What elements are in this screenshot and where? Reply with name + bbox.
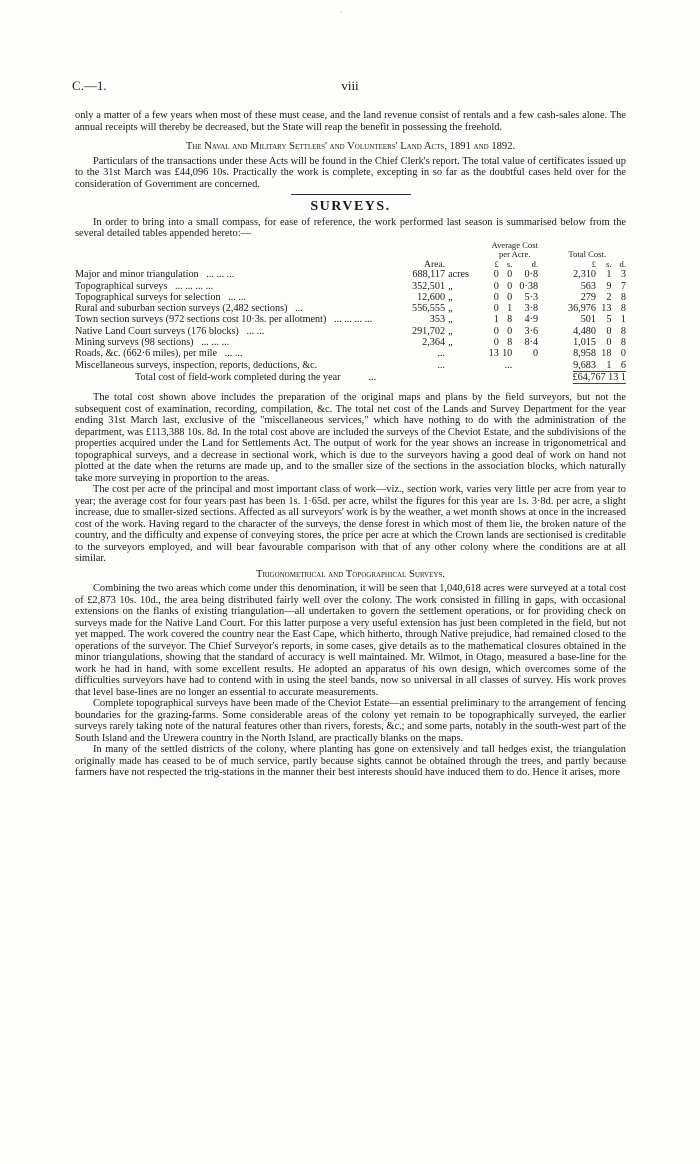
avg-pound-header: £ <box>494 258 499 269</box>
section-divider <box>291 194 411 195</box>
row-avg-pence: 3·6 <box>524 325 539 337</box>
row-unit <box>445 360 485 371</box>
row-total-pence: 8 <box>620 291 626 303</box>
avg-pence-header: d. <box>531 258 539 269</box>
row-total-pence: 1 <box>620 314 626 326</box>
row-gap <box>538 292 548 303</box>
row-avg-pounds: 0 <box>493 269 499 281</box>
row-gap <box>538 348 548 359</box>
table-row <box>75 360 626 371</box>
row-avg-pence <box>512 360 538 371</box>
row-area: ... <box>437 348 446 360</box>
row-name: Major and minor triangulation ... ... ... <box>75 269 235 281</box>
row-avg-shillings: 10 <box>502 348 513 360</box>
row-gap <box>538 314 548 325</box>
row-unit: acres <box>448 269 470 281</box>
row-total-pounds: 4,480 <box>573 325 596 337</box>
row-unit: „ <box>448 303 453 315</box>
row-area: 688,117 <box>412 269 446 281</box>
row-avg-shillings: ... <box>504 359 513 371</box>
row-avg-shillings: 0 <box>507 325 513 337</box>
row-avg-pence: 3·8 <box>524 303 539 315</box>
scan-mark: · <box>340 8 343 17</box>
row-area: 352,501 <box>411 280 446 292</box>
row-total-shillings: 2 <box>606 291 612 303</box>
table-row <box>75 303 626 314</box>
row-name: Mining surveys (98 sections) ... ... ... <box>75 337 230 349</box>
row-avg-pence: 0 <box>533 348 539 360</box>
surveys-table <box>75 241 626 371</box>
table-row <box>75 281 626 292</box>
row-area: 353 <box>429 314 446 326</box>
total-row <box>75 372 626 383</box>
row-avg-pence: 4·9 <box>524 314 539 326</box>
row-total-pounds: 36,976 <box>567 303 596 315</box>
row-total-pence: 3 <box>620 269 626 281</box>
row-total-pounds: 563 <box>580 280 596 292</box>
row-total-pounds: 279 <box>580 291 596 303</box>
row-avg-pence: 8·4 <box>524 337 539 349</box>
row-avg-pounds: 0 <box>493 337 499 349</box>
row-total-shillings: 1 <box>606 359 612 371</box>
row-total-pence: 0 <box>620 348 626 360</box>
total-label: Total cost of field-work completed during the year ... <box>135 371 377 383</box>
report-reference: C.—1. <box>72 78 107 93</box>
row-gap <box>538 337 548 348</box>
row-total-shillings: 0 <box>606 337 612 349</box>
row-unit: „ <box>448 291 453 303</box>
row-avg-pence: 0·38 <box>519 280 539 292</box>
surveys-intro: In order to bring into a small compass, for ease of reference, the work performed last season is summarised below from the several detailed tables appended hereto:— <box>75 216 626 239</box>
row-total-pence: 8 <box>620 325 626 337</box>
row-total-pounds: 501 <box>580 314 596 326</box>
acts-heading: The Naval and Military Settlers' and Volunteers' Land Acts, 1891 and 1892. <box>185 141 516 152</box>
row-gap <box>538 269 548 280</box>
avg-shilling-header: s. <box>506 258 513 269</box>
row-name: Miscellaneous surveys, inspection, reports, deductions, &c. <box>75 359 318 371</box>
row-area: 2,364 <box>422 337 446 349</box>
total-cost-header: Total Cost. <box>568 249 607 260</box>
surveys-paragraph-2: The cost per acre of the principal and most important class of work—viz., section work, varies very little per acre from year to year; the average cost for four years past has been 1s. 1·65d. per acre, whilst the figures for this year are 1s. 3·8d. per acre, a slight increase, due to smaller-sized sections. Affected as all surveyors' work is by the weather, a wet month shows at once in the increased cost of the work. Having regard to the character of the surveys, the dense forest in which most of them lie, the broken nature of the country, and the difficulty and expense of conveying stores, the price per acre at which the Crown lands are sectionised is creditable to the surveyors employed, and will bear favourable comparison with that of any other colony where the conditions are at all similar. <box>75 484 626 565</box>
row-name: Topographical surveys ... ... ... ... <box>75 280 214 292</box>
row-avg-pounds: 0 <box>493 291 499 303</box>
row-total-shillings: 0 <box>606 325 612 337</box>
table-row <box>75 348 626 359</box>
row-avg-pence: 0·8 <box>524 269 539 281</box>
acts-paragraph: Particulars of the transactions under these Acts will be found in the Chief Clerk's report. The total value of certificates issued up to the 31st March was £44,096 10s. Practically the work is complete, excepting in so far as the doubtful cases held over for the consideration of Government are concerned. <box>75 155 626 190</box>
row-avg-pounds: 0 <box>493 303 499 315</box>
row-area: 556,555 <box>411 303 446 315</box>
table-row <box>75 314 626 325</box>
surveys-paragraph-1: The total cost shown above includes the preparation of the original maps and plans by the field surveyors, but not the subsequent cost of examination, recording, compilation, &c. The total net cost of the Lands and Survey Department for the year ending 31st March last, exclusive of the "miscellaneous services," which have nothing to do with the administration of the department, was £113,388 10s. 8d. In the total cost above are included the surveys of the Cheviot Estate, and the subdivisions of the properties acquired under the Land for Settlements Act. The output of work for the year shows an increase in trigonometrical and topographical surveys, and a decrease in sectional work, which is due to the surveyors having a good deal of work on hand not plotted at the date when the returns are made up, and to the smaller size of the sections in the association blocks, which naturally take more surveying in proportion to the areas. <box>75 392 626 484</box>
row-total-shillings: 5 <box>606 314 612 326</box>
row-total-pence: 7 <box>620 280 626 292</box>
row-total-shillings: 13 <box>601 303 612 315</box>
running-header <box>72 78 628 94</box>
total-amount: £64,767 13 1 <box>572 371 626 383</box>
row-gap <box>538 303 548 314</box>
avg-cost-header: Average Cost per Acre. <box>491 239 538 260</box>
row-area: ... <box>437 359 446 371</box>
row-total-shillings: 9 <box>606 280 612 292</box>
row-name: Town section surveys (972 sections cost 10·3s. per allotment) ... ... ... ... <box>75 314 373 326</box>
trig-paragraph-3: In many of the settled districts of the colony, where planting has gone on extensively and tall hedges exist, the triangulation originally made has ceased to be of much service, partly because sights cannot be obtained through the trees, and partly because farmers have not respected the trig-stations in the manner their best interests should have induced them to do. Hence it arises, more <box>75 744 626 779</box>
row-avg-shillings: 0 <box>507 269 513 281</box>
row-gap <box>538 360 548 371</box>
row-total-pence: 8 <box>620 303 626 315</box>
table-row <box>75 292 626 303</box>
table-subheader-row <box>75 260 626 270</box>
row-gap <box>538 326 548 337</box>
row-area: 291,702 <box>411 325 446 337</box>
row-name: Rural and suburban section surveys (2,482 sections) ... <box>75 303 303 315</box>
row-total-pounds: 1,015 <box>573 337 596 349</box>
total-pound-header: £ <box>591 258 596 269</box>
surveys-title: SURVEYS. <box>310 199 391 214</box>
row-unit <box>445 348 485 359</box>
page-number: viii <box>341 78 359 93</box>
row-avg-shillings: 0 <box>507 291 513 303</box>
text-column <box>75 110 626 779</box>
row-name: Native Land Court surveys (176 blocks) ... ... <box>75 325 265 337</box>
row-total-pounds: 9,683 <box>573 359 596 371</box>
row-unit: „ <box>448 337 453 349</box>
trig-heading: Trigonometrical and Topographical Surveys. <box>256 568 445 580</box>
row-avg-pounds: 0 <box>493 280 499 292</box>
row-avg-shillings: 8 <box>507 337 513 349</box>
total-shilling-header: s. <box>605 258 612 269</box>
row-total-pounds: 8,958 <box>573 348 596 360</box>
row-gap <box>538 281 548 292</box>
row-avg-pence: 5·3 <box>524 291 539 303</box>
table-row <box>75 269 626 280</box>
row-area: 12,600 <box>417 291 446 303</box>
row-avg-shillings: 0 <box>507 280 513 292</box>
row-unit: „ <box>448 325 453 337</box>
trig-paragraph-2: Complete topographical surveys have been made of the Cheviot Estate—an essential preliminary to the arrangement of fencing boundaries for the grazing-farms. Some considerable areas of the colony yet remain to be topographically surveyed, the earlier surveys rarely taking note of the natural features other than rivers, forests, &c.; and some parts, notably in the south-west part of the South Island and the Urewera country in the North Island, are practically blanks on the maps. <box>75 698 626 744</box>
surveys-total <box>75 372 626 383</box>
row-avg-pounds <box>485 360 498 371</box>
row-name: Roads, &c. (662·6 miles), per mile ... ... <box>75 348 243 360</box>
row-avg-pounds: 1 <box>493 314 499 326</box>
row-unit: „ <box>448 280 453 292</box>
row-total-shillings: 18 <box>601 348 612 360</box>
row-total-pence: 6 <box>620 359 626 371</box>
row-avg-shillings: 8 <box>507 314 513 326</box>
table-row <box>75 326 626 337</box>
row-name: Topographical surveys for selection ... ... <box>75 291 247 303</box>
row-avg-pounds: 13 <box>488 348 499 360</box>
row-total-pence: 8 <box>620 337 626 349</box>
row-total-shillings: 1 <box>606 269 612 281</box>
intro-paragraph: only a matter of a few years when most of these must cease, and the land revenue consist of rentals and a few cash-sales alone. The annual receipts will thereby be decreased, but the State will reap the benefit in possessing the freehold. <box>75 110 626 133</box>
trig-paragraph-1: Combining the two areas which come under this denomination, it will be seen that 1,040,618 acres were surveyed at a total cost of £2,873 10s. 10d., the area being distributed fairly well over the colony. The work consisted in filling in gaps, with occasional extensions on the flanks of existing triangulation—all undertaken to govern the settlement operations, or for providing check on surveys made for the Native Land Court. For this latter purpose a very useful extension has just been completed in the field, but not yet mapped. The work covered the country near the East Cape, which hitherto, through Native prejudice, had remained closed to the operations of the surveyor. The Chief Surveyor's reports, in some cases, give details as to the mathematical closures obtained in the minor triangulations, showing that the standard of accuracy is well maintained. Mr. Wilmot, in Otago, measured a base-line for the work he had in hand, with some excellent results. He adopted an apparatus of his own design, which overcomes some of the difficulties surveyors have had to contend with in using the steel bands, now so universal in all classes of survey. His work proves that level base-lines are no longer an essential to accurate measurements. <box>75 583 626 698</box>
row-avg-shillings: 1 <box>507 303 513 315</box>
row-unit: „ <box>448 314 453 326</box>
table-row <box>75 337 626 348</box>
area-header: Area. <box>424 258 446 270</box>
total-pence-header: d. <box>619 258 626 269</box>
row-total-pounds: 2,310 <box>573 269 596 281</box>
row-avg-pounds: 0 <box>493 325 499 337</box>
table-header-row <box>75 241 626 260</box>
